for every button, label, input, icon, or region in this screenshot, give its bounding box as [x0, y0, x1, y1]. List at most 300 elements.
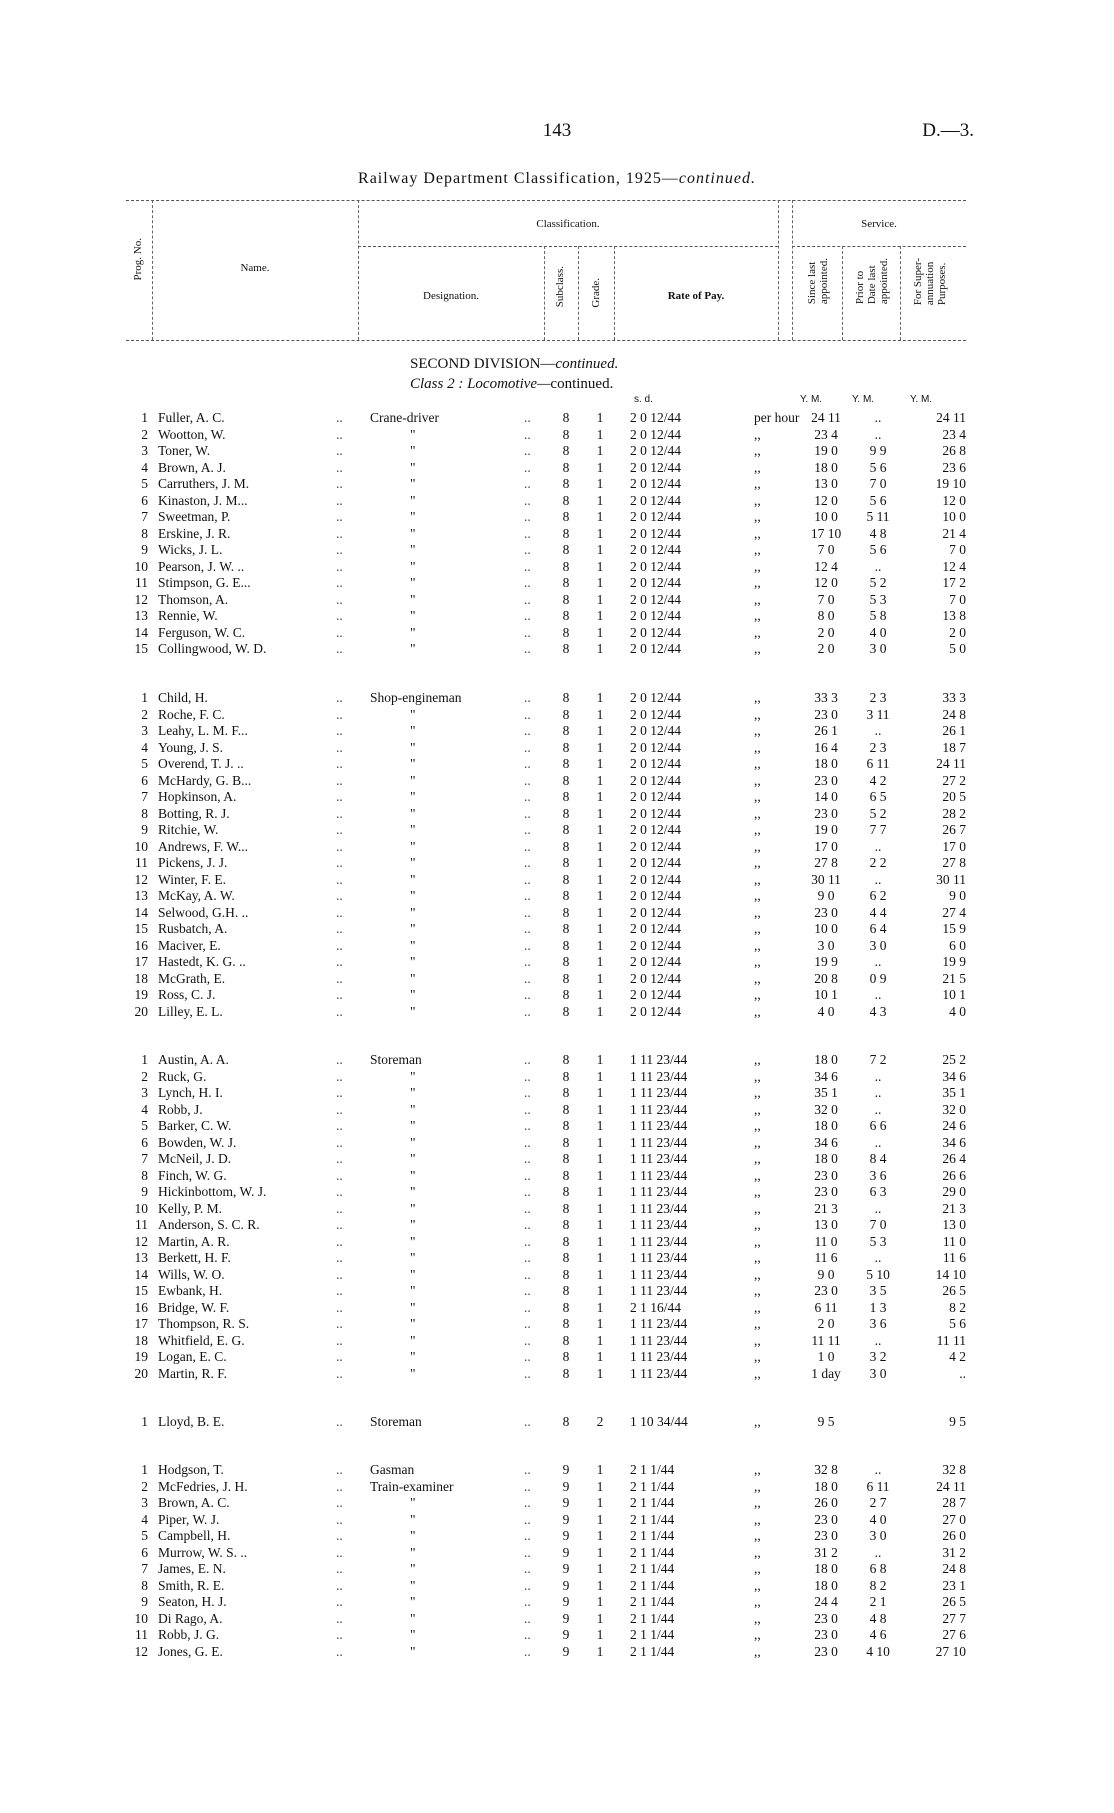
pay-period-value: ,, — [754, 921, 761, 936]
subclass-value: 8 — [562, 492, 570, 508]
grade-value: 1 — [596, 855, 604, 870]
superannuation-value: 13 0 — [942, 1217, 966, 1232]
row-number: 1 — [141, 1462, 148, 1477]
leader-dots: .. — [336, 904, 343, 920]
row-number: 4 — [141, 459, 148, 475]
table-row — [126, 1069, 971, 1086]
superannuation-value: 14 10 — [935, 1266, 966, 1282]
page-title-text: Railway Department Classification, 1925— — [358, 170, 679, 187]
leader-dots: .. — [524, 1085, 531, 1100]
superannuation-value: 10 1 — [942, 987, 966, 1002]
superannuation-value: 2 0 — [949, 624, 966, 640]
leader-dots: .. — [524, 1577, 531, 1593]
superannuation-value: 26 0 — [942, 1528, 966, 1543]
ditto-mark: " — [410, 970, 416, 986]
table-row — [126, 509, 971, 526]
pay-period-value: ,, — [754, 970, 761, 986]
pay-period-value: ,, — [754, 443, 761, 458]
subclass-value: 8 — [562, 1316, 570, 1331]
leader-dots: .. — [336, 1233, 343, 1249]
leader-dots: .. — [524, 1643, 531, 1659]
pay-period-value: ,, — [754, 1200, 761, 1216]
employee-name: Child, H. — [158, 690, 208, 705]
pay-period-value: ,, — [754, 1167, 761, 1183]
leader-dots: .. — [336, 921, 343, 936]
header-superannuation: For Super- annuation Purposes. — [912, 258, 948, 306]
pay-period-value: ,, — [754, 1349, 761, 1364]
row-number: 7 — [141, 789, 148, 804]
leader-dots: .. — [524, 1627, 531, 1642]
superannuation-value: 21 3 — [942, 1200, 966, 1216]
ditto-mark: " — [410, 706, 416, 722]
rate-of-pay-value: 2 1 1/44 — [630, 1627, 675, 1642]
subclass-value: 8 — [562, 1266, 570, 1282]
service-since-value: 12 0 — [814, 575, 838, 590]
grade-value: 1 — [596, 624, 604, 640]
superannuation-value: 34 6 — [942, 1134, 966, 1150]
ditto-mark: " — [410, 641, 416, 656]
subclass-value: 9 — [562, 1594, 570, 1609]
grade-value: 1 — [596, 739, 604, 755]
rate-of-pay-value: 2 0 12/44 — [630, 591, 682, 607]
rate-of-pay-value: 2 1 1/44 — [630, 1528, 675, 1543]
grade-value: 1 — [596, 1544, 604, 1560]
employee-name: Thompson, R. S. — [158, 1316, 250, 1331]
grade-value: 1 — [596, 1627, 604, 1642]
rate-of-pay-value: 2 0 12/44 — [630, 789, 682, 804]
service-prior-value: .. — [874, 723, 882, 738]
table-row — [126, 493, 971, 510]
employee-name: Martin, A. R. — [158, 1233, 230, 1249]
units-ym-since: Y. M. — [800, 394, 823, 405]
service-prior-value: .. — [874, 1101, 882, 1117]
superannuation-value: 10 0 — [942, 509, 966, 524]
grade-value: 1 — [596, 1332, 604, 1348]
grade-value: 1 — [596, 1233, 604, 1249]
rate-of-pay-value: 2 0 12/44 — [630, 525, 682, 541]
leader-dots: .. — [336, 970, 343, 986]
service-prior-value: 3 0 — [869, 1365, 887, 1381]
pay-period-value: ,, — [754, 706, 761, 722]
units-sd: s. d. — [634, 394, 653, 405]
service-prior-value: .. — [874, 410, 882, 425]
service-since-value: 23 0 — [814, 772, 838, 788]
leader-dots: .. — [524, 1414, 531, 1429]
grade-value: 1 — [596, 970, 604, 986]
table-row — [126, 1414, 971, 1431]
superannuation-value: 8 2 — [949, 1299, 966, 1315]
leader-dots: .. — [524, 509, 531, 524]
header-prior-to-date: Prior to Date last appointed. — [854, 258, 890, 305]
rate-of-pay-value: 2 0 12/44 — [630, 426, 682, 442]
ditto-mark: " — [410, 608, 416, 623]
leader-dots: .. — [524, 822, 531, 837]
pay-period-value: ,, — [754, 1134, 761, 1150]
leader-dots: .. — [524, 1544, 531, 1560]
table-row — [126, 1118, 971, 1135]
leader-dots: .. — [524, 987, 531, 1002]
row-number: 14 — [134, 1266, 148, 1282]
ditto-mark: " — [410, 1594, 416, 1609]
leader-dots: .. — [336, 608, 343, 623]
header-subclass: Subclass. — [554, 266, 566, 308]
grade-value: 1 — [596, 1365, 604, 1381]
rate-of-pay-value: 2 0 12/44 — [630, 805, 682, 821]
subclass-value: 9 — [562, 1511, 570, 1527]
superannuation-value: 27 4 — [942, 904, 966, 920]
superannuation-value: 28 7 — [942, 1495, 966, 1510]
rate-of-pay-value: 1 11 23/44 — [630, 1200, 688, 1216]
table-row — [126, 1316, 971, 1333]
subclass-value: 8 — [562, 1101, 570, 1117]
row-number: 4 — [141, 1101, 148, 1117]
employee-name: Campbell, H. — [158, 1528, 231, 1543]
employee-name: Sweetman, P. — [158, 509, 231, 524]
row-number: 12 — [134, 1643, 148, 1659]
pay-period-value: ,, — [754, 739, 761, 755]
table-row — [126, 592, 971, 609]
row-number: 1 — [141, 690, 148, 705]
employee-name: Ross, C. J. — [158, 987, 216, 1002]
table-row — [126, 789, 971, 806]
pay-period-value: ,, — [754, 1511, 761, 1527]
rate-of-pay-value: 2 0 12/44 — [630, 888, 682, 903]
table-row — [126, 641, 971, 658]
superannuation-value: 30 11 — [936, 871, 966, 887]
pay-period-value: ,, — [754, 954, 761, 969]
leader-dots: .. — [524, 838, 531, 854]
rate-of-pay-value: 2 0 12/44 — [630, 822, 682, 837]
grade-value: 1 — [596, 1184, 604, 1199]
service-prior-value: .. — [874, 838, 882, 854]
rate-of-pay-value: 1 11 23/44 — [630, 1151, 688, 1166]
header-grade: Grade. — [590, 278, 602, 308]
grade-value: 1 — [596, 558, 604, 574]
rate-of-pay-value: 2 0 12/44 — [630, 624, 682, 640]
service-since-value: 24 4 — [814, 1594, 838, 1609]
leader-dots: .. — [524, 1495, 531, 1510]
leader-dots: .. — [336, 1003, 343, 1019]
service-prior-value: .. — [874, 1068, 882, 1084]
subclass-value: 8 — [562, 426, 570, 442]
row-number: 3 — [141, 723, 148, 738]
ditto-mark: " — [410, 575, 416, 590]
employee-name: Robb, J. G. — [158, 1627, 220, 1642]
leader-dots: .. — [524, 1462, 531, 1477]
pay-period-value: ,, — [754, 1250, 761, 1265]
pay-period-value: ,, — [754, 558, 761, 574]
subclass-value: 8 — [562, 1151, 570, 1166]
employee-name: Jones, G. E. — [158, 1643, 223, 1659]
header-prog-no: Prog. No. — [132, 238, 144, 281]
leader-dots: .. — [336, 723, 343, 738]
employee-name: Fuller, A. C. — [158, 410, 225, 425]
ditto-mark: " — [410, 1085, 416, 1100]
row-number: 13 — [134, 888, 148, 903]
pay-period-value: ,, — [754, 723, 761, 738]
service-prior-value: 4 2 — [869, 772, 887, 788]
ditto-mark: " — [410, 1349, 416, 1364]
rate-of-pay-value: 2 1 1/44 — [630, 1577, 675, 1593]
service-since-value: 2 0 — [817, 641, 835, 656]
leader-dots: .. — [524, 641, 531, 656]
employee-name: Leahy, L. M. F... — [158, 723, 248, 738]
leader-dots: .. — [336, 410, 343, 425]
superannuation-value: 31 2 — [942, 1544, 966, 1560]
rate-of-pay-value: 1 10 34/44 — [630, 1414, 688, 1429]
table-row — [126, 625, 971, 642]
grade-value: 1 — [596, 1052, 604, 1067]
service-since-value: 16 4 — [814, 739, 838, 755]
subclass-value: 8 — [562, 970, 570, 986]
service-prior-value: 4 3 — [869, 1003, 887, 1019]
subclass-value: 8 — [562, 1414, 570, 1429]
grade-value: 1 — [596, 838, 604, 854]
leader-dots: .. — [336, 822, 343, 837]
ditto-mark: " — [410, 1544, 416, 1560]
ditto-mark: " — [410, 525, 416, 541]
service-prior-value: 3 11 — [866, 706, 890, 722]
service-since-value: 23 0 — [814, 1627, 838, 1642]
subclass-value: 8 — [562, 1068, 570, 1084]
row-number: 9 — [141, 822, 148, 837]
employee-name: Hodgson, T. — [158, 1462, 224, 1477]
service-prior-value: 3 6 — [869, 1316, 887, 1331]
rate-of-pay-value: 1 11 23/44 — [630, 1217, 688, 1232]
pay-period-value: ,, — [754, 1217, 761, 1232]
superannuation-value: 27 8 — [942, 855, 966, 870]
grade-value: 1 — [596, 492, 604, 508]
leader-dots: .. — [524, 739, 531, 755]
leader-dots: .. — [524, 443, 531, 458]
leader-dots: .. — [336, 1528, 343, 1543]
service-since-value: 1 day — [811, 1365, 841, 1381]
subclass-value: 9 — [562, 1528, 570, 1543]
employee-name: Kelly, P. M. — [158, 1200, 223, 1216]
rate-of-pay-value: 2 1 1/44 — [630, 1511, 675, 1527]
table-row — [126, 1545, 971, 1562]
pay-period-value: ,, — [754, 1052, 761, 1067]
superannuation-value: 35 1 — [942, 1085, 966, 1100]
subclass-value: 8 — [562, 1250, 570, 1265]
ditto-mark: " — [410, 822, 416, 837]
rate-of-pay-value: 2 1 1/44 — [630, 1643, 675, 1659]
leader-dots: .. — [336, 542, 343, 557]
service-prior-value: .. — [874, 1085, 882, 1100]
leader-dots: .. — [524, 410, 531, 425]
rate-of-pay-value: 2 0 12/44 — [630, 838, 682, 854]
table-row — [126, 987, 971, 1004]
service-prior-value: .. — [874, 426, 882, 442]
service-prior-value: 3 5 — [869, 1283, 887, 1298]
service-prior-value: 4 6 — [869, 1627, 887, 1642]
row-number: 10 — [134, 1610, 148, 1626]
rate-of-pay-value: 1 11 23/44 — [630, 1365, 688, 1381]
row-number: 2 — [141, 426, 148, 442]
row-number: 11 — [135, 575, 148, 590]
grade-value: 1 — [596, 525, 604, 541]
leader-dots: .. — [524, 1511, 531, 1527]
service-since-value: 23 0 — [814, 1511, 838, 1527]
superannuation-value: 27 10 — [935, 1643, 966, 1659]
leader-dots: .. — [336, 1068, 343, 1084]
pay-period-value: ,, — [754, 871, 761, 887]
rate-of-pay-value: 1 11 23/44 — [630, 1101, 688, 1117]
subclass-value: 8 — [562, 937, 570, 953]
section-title-continued: continued. — [555, 356, 619, 372]
row-number: 7 — [141, 1561, 148, 1576]
group-shop-engineman — [126, 690, 971, 1020]
grade-value: 1 — [596, 954, 604, 969]
page-title-continued: continued. — [678, 170, 756, 187]
leader-dots: .. — [524, 1316, 531, 1331]
superannuation-value: 23 1 — [942, 1577, 966, 1593]
table-row — [126, 443, 971, 460]
subclass-value: 8 — [562, 591, 570, 607]
subclass-value: 9 — [562, 1577, 570, 1593]
row-number: 1 — [141, 1052, 148, 1067]
grade-value: 1 — [596, 1266, 604, 1282]
ditto-mark: " — [410, 1003, 416, 1019]
pay-period-value: per hour — [754, 410, 800, 425]
service-prior-value: 4 8 — [869, 525, 887, 541]
pay-period-value: ,, — [754, 888, 761, 903]
table-row — [126, 1151, 971, 1168]
ditto-mark: " — [410, 1365, 416, 1381]
rate-of-pay-value: 2 0 12/44 — [630, 871, 682, 887]
leader-dots: .. — [336, 855, 343, 870]
superannuation-value: 26 8 — [942, 443, 966, 458]
table-row — [126, 1234, 971, 1251]
group-storeman-grade-1 — [126, 1052, 971, 1382]
row-number: 17 — [134, 1316, 148, 1331]
row-number: 4 — [141, 739, 148, 755]
row-number: 4 — [141, 1511, 148, 1527]
superannuation-value: 17 2 — [942, 575, 966, 590]
row-number: 7 — [141, 509, 148, 524]
service-since-value: 11 11 — [811, 1332, 841, 1348]
ditto-mark: " — [410, 1250, 416, 1265]
header-name: Name. — [240, 262, 270, 274]
leader-dots: .. — [524, 937, 531, 953]
employee-name: McKay, A. W. — [158, 888, 235, 903]
row-number: 17 — [134, 954, 148, 969]
leader-dots: .. — [336, 1643, 343, 1659]
table-row — [126, 1495, 971, 1512]
grade-value: 1 — [596, 805, 604, 821]
table-row — [126, 1366, 971, 1383]
pay-period-value: ,, — [754, 476, 761, 491]
employee-name: Whitfield, E. G. — [158, 1332, 245, 1348]
table-row — [126, 921, 971, 938]
ditto-mark: " — [410, 1610, 416, 1626]
service-prior-value: 6 6 — [869, 1118, 887, 1133]
leader-dots: .. — [336, 1250, 343, 1265]
leader-dots: .. — [524, 805, 531, 821]
leader-dots: .. — [336, 1462, 343, 1477]
leader-dots: .. — [336, 443, 343, 458]
ditto-mark: " — [410, 1200, 416, 1216]
employee-name: McNeil, J. D. — [158, 1151, 232, 1166]
leader-dots: .. — [336, 1544, 343, 1560]
row-number: 6 — [141, 1544, 148, 1560]
employee-name: Kinaston, J. M... — [158, 492, 248, 508]
subclass-value: 8 — [562, 706, 570, 722]
table-row — [126, 526, 971, 543]
service-since-value: 7 0 — [817, 591, 835, 607]
ditto-mark: " — [410, 789, 416, 804]
employee-name: James, E. N. — [158, 1561, 226, 1576]
leader-dots: .. — [336, 525, 343, 541]
leader-dots: .. — [524, 476, 531, 491]
ditto-mark: " — [410, 1299, 416, 1315]
table-row — [126, 476, 971, 493]
employee-name: Murrow, W. S. .. — [158, 1544, 248, 1560]
service-since-value: 10 0 — [814, 509, 838, 524]
rate-of-pay-value: 2 0 12/44 — [630, 904, 682, 920]
employee-name: Bridge, W. F. — [158, 1299, 230, 1315]
pay-period-value: ,, — [754, 937, 761, 953]
row-number: 8 — [141, 805, 148, 821]
grade-value: 1 — [596, 443, 604, 458]
leader-dots: .. — [524, 970, 531, 986]
rate-of-pay-value: 2 0 12/44 — [630, 608, 682, 623]
header-service: Service. — [861, 218, 897, 230]
grade-value: 1 — [596, 1250, 604, 1265]
superannuation-value: 5 6 — [949, 1316, 966, 1331]
row-number: 12 — [134, 871, 148, 887]
service-since-value: 21 3 — [814, 1200, 838, 1216]
designation: Shop-engineman — [370, 690, 462, 705]
table-row — [126, 427, 971, 444]
grade-value: 1 — [596, 1283, 604, 1298]
leader-dots: .. — [524, 690, 531, 705]
row-number: 10 — [134, 558, 148, 574]
grade-value: 1 — [596, 575, 604, 590]
page-title — [0, 170, 1114, 188]
rate-of-pay-value: 2 0 12/44 — [630, 459, 682, 475]
subclass-value: 8 — [562, 1003, 570, 1019]
rate-of-pay-value: 2 0 12/44 — [630, 739, 682, 755]
superannuation-value: 26 5 — [942, 1283, 966, 1298]
subclass-value: 8 — [562, 1332, 570, 1348]
employee-name: Hastedt, K. G. .. — [158, 954, 246, 969]
table-row — [126, 575, 971, 592]
superannuation-value: 11 6 — [942, 1250, 966, 1265]
row-number: 3 — [141, 1085, 148, 1100]
ditto-mark: " — [410, 888, 416, 903]
subclass-value: 8 — [562, 624, 570, 640]
ditto-mark: " — [410, 1577, 416, 1593]
leader-dots: .. — [336, 1085, 343, 1100]
rate-of-pay-value: 2 1 1/44 — [630, 1544, 675, 1560]
service-prior-value: 3 0 — [869, 641, 887, 656]
leader-dots: .. — [524, 888, 531, 903]
rate-of-pay-value: 1 11 23/44 — [630, 1316, 688, 1331]
row-number: 19 — [134, 1349, 148, 1364]
service-prior-value: 2 7 — [869, 1495, 887, 1510]
superannuation-value: 19 9 — [942, 954, 966, 969]
row-number: 15 — [134, 641, 148, 656]
service-prior-value: 5 3 — [869, 591, 887, 607]
subclass-value: 8 — [562, 476, 570, 491]
employee-name: Ruck, G. — [158, 1068, 207, 1084]
grade-value: 1 — [596, 690, 604, 705]
ditto-mark: " — [410, 1167, 416, 1183]
service-since-value: 23 0 — [814, 805, 838, 821]
subclass-value: 8 — [562, 509, 570, 524]
leader-dots: .. — [336, 1577, 343, 1593]
